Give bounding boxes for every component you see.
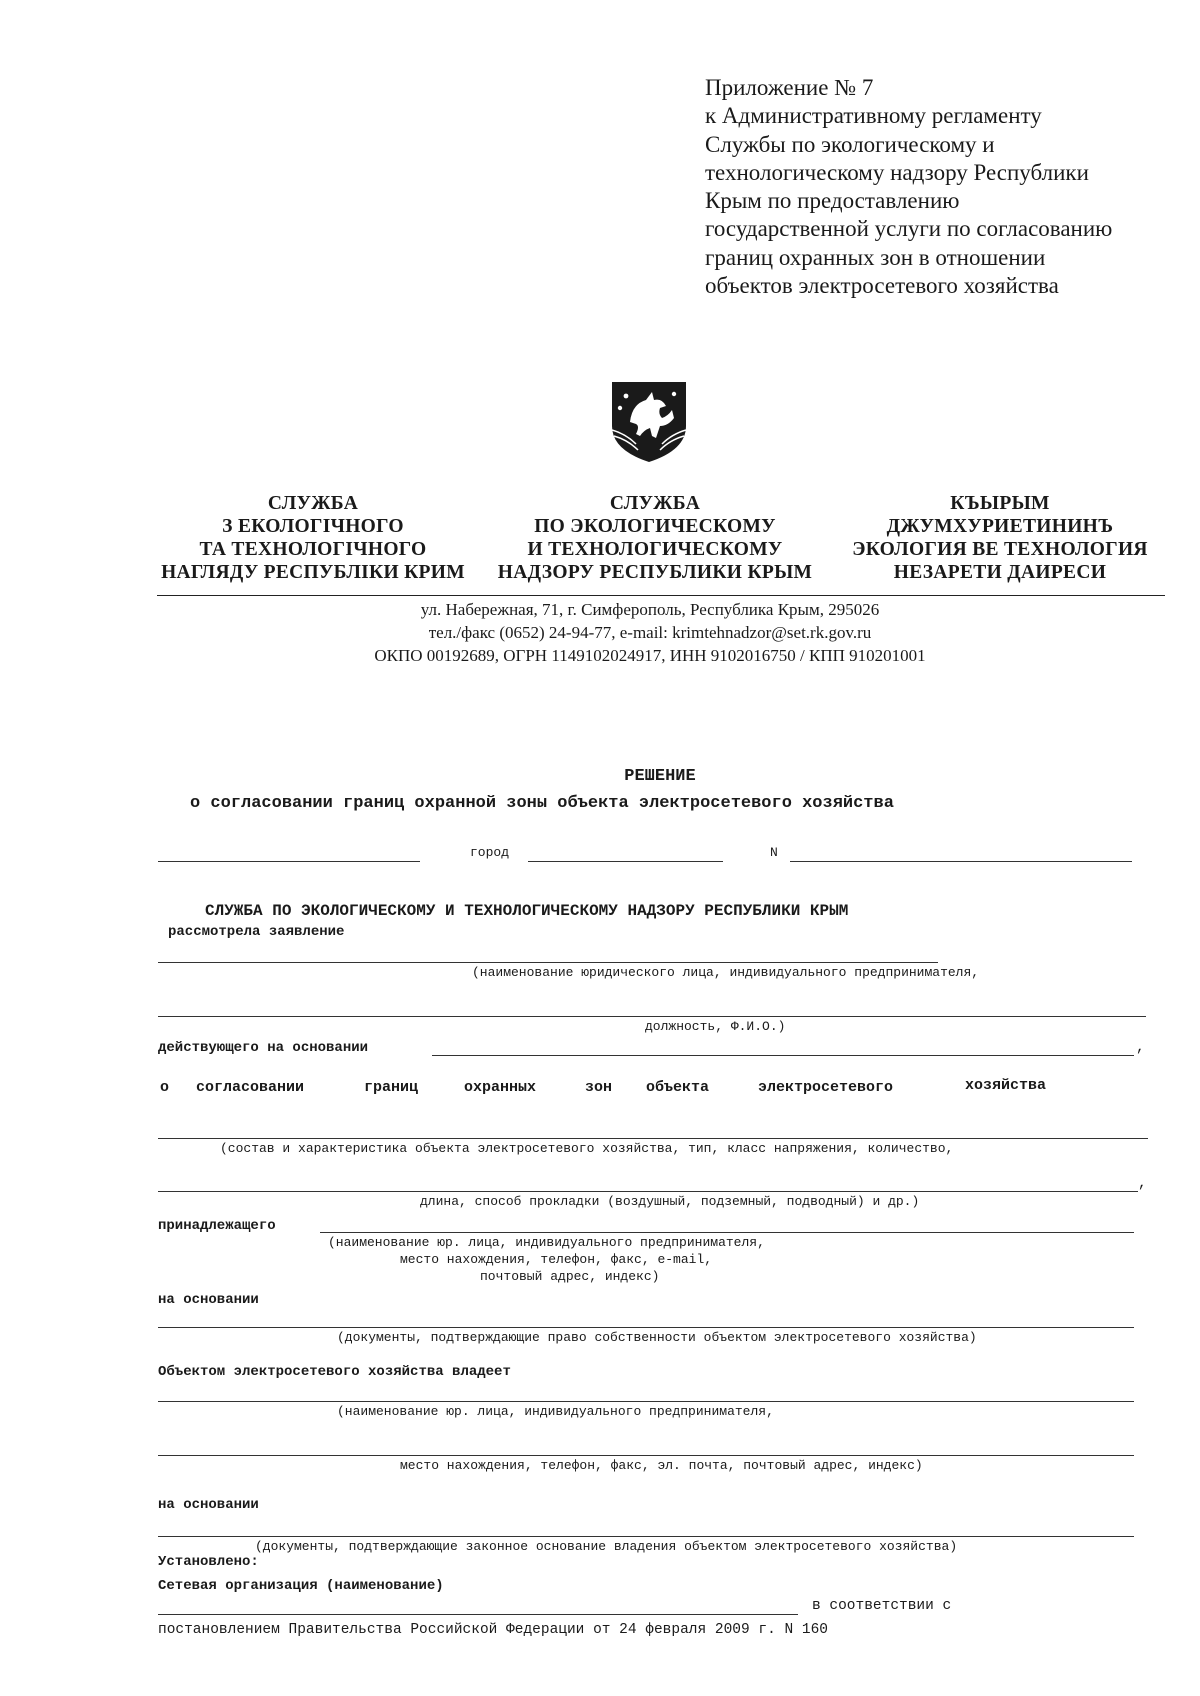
applicant-line-2 (158, 1016, 1146, 1017)
possessor-label: Объектом электросетевого хозяйства владеет (158, 1364, 511, 1380)
registration-codes-text: ОКПО 00192689, ОГРН 1149102024917, ИНН 9102016750 / КПП 910201001 (374, 646, 926, 665)
established-label: Установлено: (158, 1554, 259, 1570)
org-line: НЕЗАРЕТИ ДАИРЕСИ (893, 562, 1107, 583)
appendix-line: Приложение № 7 (705, 75, 874, 100)
possessor-hint-2: место нахождения, телефон, факс, эл. почта, почтовый адрес, индекс) (400, 1458, 923, 1473)
acting-basis-line (432, 1055, 1134, 1056)
object-comma: , (1138, 1176, 1147, 1192)
possessor-line-2 (158, 1455, 1134, 1456)
appendix-line: Крым по предоставлению (705, 188, 960, 214)
appendix-note (705, 74, 1175, 300)
org-line: ТА ТЕХНОЛОГІЧНОГО (199, 539, 427, 560)
org-name-crimean-tatar (835, 492, 1165, 584)
city-field-line (528, 861, 723, 862)
org-name-russian (490, 492, 820, 584)
agreement-word: границ (364, 1079, 419, 1096)
org-line: НАГЛЯДУ РЕСПУБЛІКИ КРИМ (161, 562, 465, 583)
org-line: СЛУЖБА (609, 493, 701, 514)
document-title: РЕШЕНИЕ (624, 767, 696, 786)
possessor-hint-1: (наименование юр. лица, индивидуального предпринимателя, (337, 1404, 774, 1419)
belonging-label: принадлежащего (158, 1218, 276, 1234)
appendix-line: государственной услуги по согласованию (705, 216, 1113, 242)
appendix-line: Службы по экологическому и (705, 131, 995, 157)
agreement-word: охранных (464, 1079, 537, 1096)
contact-info (300, 598, 1000, 667)
on-basis-label: на основании (158, 1292, 259, 1308)
appendix-line: границ охранных зон в отношении (705, 244, 1046, 270)
agreement-word: о (160, 1079, 170, 1096)
in-accordance-text: в соответствии с (812, 1598, 952, 1614)
applicant-hint-2: должность, Ф.И.О.) (645, 1019, 786, 1034)
network-org-line (158, 1614, 798, 1615)
city-label: город (470, 845, 510, 860)
address-text: ул. Набережная, 71, г. Симферополь, Республика Крым, 295026 (420, 600, 880, 619)
org-line: ПО ЭКОЛОГИЧЕСКОМУ (534, 516, 776, 537)
possessor-line-1 (158, 1401, 1134, 1402)
org-line: СЛУЖБА (267, 493, 359, 514)
acting-basis-comma: , (1136, 1040, 1145, 1056)
applicant-line-1 (158, 962, 938, 963)
owner-hint-2: место нахождения, телефон, факс, e-mail, (400, 1252, 713, 1267)
reviewed-application-text: рассмотрела заявление (168, 924, 345, 940)
service-name: СЛУЖБА ПО ЭКОЛОГИЧЕСКОМУ И ТЕХНОЛОГИЧЕСКОМУ НАДЗОРУ РЕСПУБЛИКИ КРЫМ (205, 902, 849, 920)
appendix-line: к Административному регламенту (705, 103, 1042, 129)
phone-email-text: тел./факс (0652) 24-94-77, e-mail: krimtehnadzor@set.rk.gov.ru (428, 623, 872, 642)
owner-hint-1: (наименование юр. лица, индивидуального предпринимателя, (328, 1235, 765, 1250)
header-divider (157, 595, 1165, 596)
object-hint-2: длина, способ прокладки (воздушный, подземный, подводный) и др.) (420, 1194, 920, 1209)
org-line: И ТЕХНОЛОГИЧЕСКОМУ (527, 539, 783, 560)
applicant-hint-1: (наименование юридического лица, индивидуального предпринимателя, (472, 965, 980, 980)
agreement-word: хозяйства (965, 1077, 1047, 1094)
document-subtitle: о согласовании границ охранной зоны объекта электросетевого хозяйства (190, 794, 894, 813)
ownership-docs-line (158, 1327, 1134, 1328)
acting-basis-label: действующего на основании (158, 1040, 369, 1056)
agreement-word: согласовании (196, 1079, 305, 1096)
date-field-line (158, 861, 420, 862)
number-field-line (790, 861, 1132, 862)
possession-docs-hint: (документы, подтверждающие законное основание владения объектом электросетевого хозяйства) (255, 1539, 958, 1554)
agreement-word: электросетевого (758, 1079, 894, 1096)
agreement-word: объекта (646, 1079, 710, 1096)
possession-docs-line (158, 1536, 1134, 1537)
appendix-line: технологическому надзору Республики (705, 159, 1089, 185)
decree-text: постановлением Правительства Российской Федерации от 24 февраля 2009 г. N 160 (158, 1622, 829, 1638)
owner-line (320, 1232, 1134, 1233)
crimea-griffin-emblem-icon (606, 378, 692, 464)
on-basis-label: на основании (158, 1497, 259, 1513)
org-line: З ЕКОЛОГІЧНОГО (222, 516, 404, 537)
ownership-docs-hint: (документы, подтверждающие право собственности объектом электросетевого хозяйства) (337, 1330, 977, 1345)
number-label: N (770, 845, 778, 860)
org-line: ЭКОЛОГИЯ ВЕ ТЕХНОЛОГИЯ (852, 539, 1148, 560)
object-hint-1: (состав и характеристика объекта электросетевого хозяйства, тип, класс напряжения, количество, (220, 1141, 954, 1156)
object-line-2 (158, 1191, 1138, 1192)
owner-hint-3: почтовый адрес, индекс) (480, 1269, 660, 1284)
org-line: НАДЗОРУ РЕСПУБЛИКИ КРЫМ (497, 562, 813, 583)
org-name-ukrainian (158, 492, 468, 584)
object-line-1 (158, 1138, 1148, 1139)
network-org-label: Сетевая организация (наименование) (158, 1578, 444, 1594)
org-line: ДЖУМХУРИЕТИНИНЪ (886, 516, 1114, 537)
agreement-word: зон (585, 1079, 613, 1096)
appendix-line: объектов электросетевого хозяйства (705, 273, 1059, 299)
org-line: КЪЫРЫМ (950, 493, 1050, 514)
